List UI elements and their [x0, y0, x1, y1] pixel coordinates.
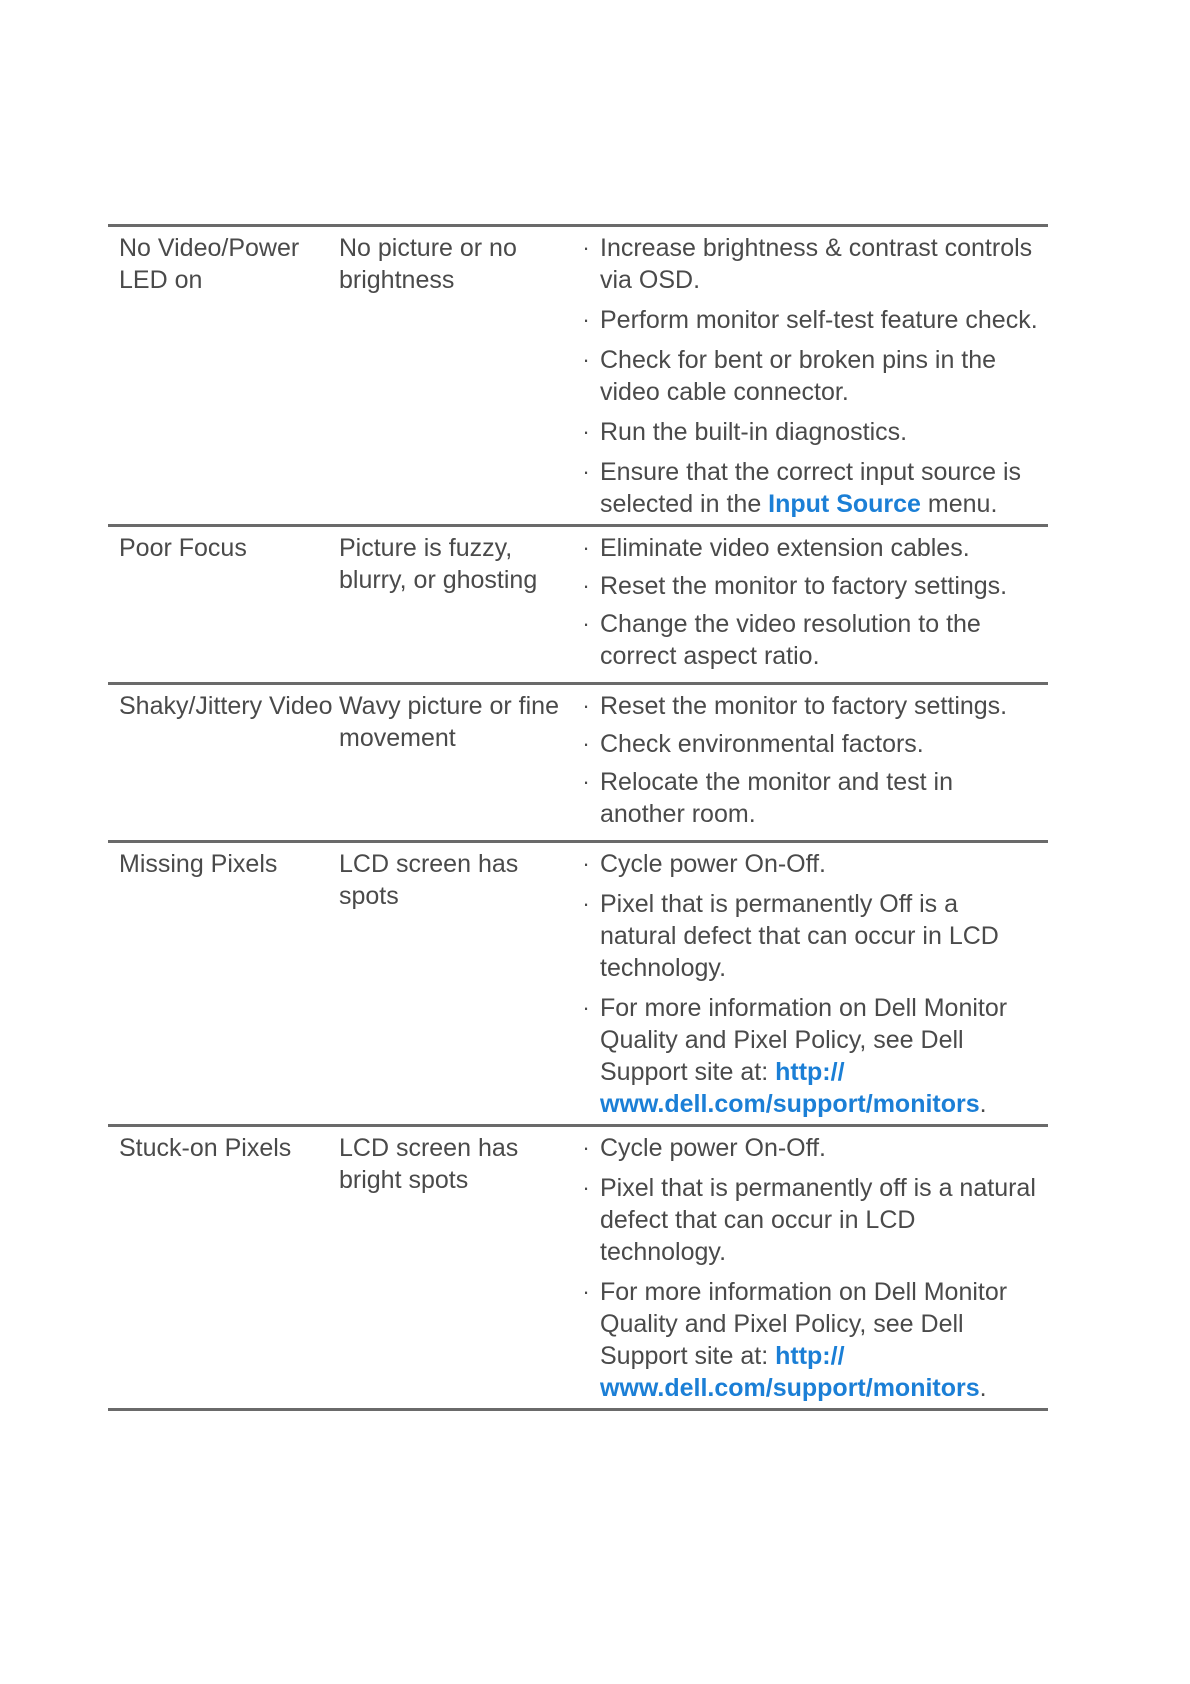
bullet-icon: ·	[582, 995, 590, 1020]
bullet-icon: ·	[582, 731, 590, 756]
bullet-icon: ·	[582, 307, 590, 332]
bullet-icon: ·	[582, 1175, 590, 1200]
symptom-cell: Wavy picture or fine movement	[339, 692, 559, 752]
problem-cell: Poor Focus	[119, 534, 247, 562]
solutions-cell	[567, 227, 1048, 524]
bullet-icon: ·	[582, 891, 590, 916]
solution-text-post: .	[979, 1090, 987, 1118]
bullet-icon: ·	[582, 419, 590, 444]
solution-text: Relocate the monitor and test in another room.	[600, 768, 953, 828]
symptom-cell: Picture is fuzzy, blurry, or ghosting	[339, 534, 538, 594]
bullet-icon: ·	[582, 1135, 590, 1160]
solution-text-pre: For more information on Dell Monitor Quality and Pixel Policy, see Dell Support site at:	[600, 994, 1008, 1086]
symptom-cell: No picture or no brightness	[339, 234, 517, 294]
table-row	[108, 224, 1048, 524]
troubleshooting-table	[108, 224, 1048, 1411]
bullet-icon: ·	[582, 693, 590, 718]
solution-text: Eliminate video extension cables.	[600, 534, 970, 562]
problem-cell: Shaky/Jittery Video	[119, 692, 333, 720]
problem-cell: No Video/Power LED on	[119, 234, 300, 294]
solution-item	[567, 690, 1040, 722]
bullet-icon: ·	[582, 1279, 590, 1304]
solution-text: Cycle power On-Off.	[600, 1134, 827, 1162]
bullet-icon: ·	[582, 535, 590, 560]
solution-item	[567, 992, 1040, 1120]
solution-item	[567, 304, 1040, 336]
solution-item	[567, 766, 1040, 830]
solution-item	[567, 416, 1040, 448]
table-row	[108, 840, 1048, 1124]
solution-text: Increase brightness & contrast controls via OSD.	[600, 234, 1033, 294]
solution-item	[567, 570, 1040, 602]
solution-item	[567, 532, 1040, 564]
solution-text	[600, 456, 1040, 520]
solution-text: Check for bent or broken pins in the video cable connector.	[600, 346, 997, 406]
solution-item	[567, 848, 1040, 880]
solution-text: Perform monitor self-test feature check.	[600, 306, 1038, 334]
solution-item	[567, 608, 1040, 672]
solution-text: Change the video resolution to the correct aspect ratio.	[600, 610, 981, 670]
solution-text: Reset the monitor to factory settings.	[600, 572, 1008, 600]
problem-cell: Stuck-on Pixels	[119, 1134, 292, 1162]
solutions-cell	[567, 1127, 1048, 1408]
bullet-icon: ·	[582, 347, 590, 372]
solution-text: Pixel that is permanently off is a natural defect that can occur in LCD technology.	[600, 1174, 1036, 1266]
solution-item	[567, 1276, 1040, 1404]
problem-cell: Missing Pixels	[119, 850, 278, 878]
symptom-cell: LCD screen has spots	[339, 850, 519, 910]
solution-text: Reset the monitor to factory settings.	[600, 692, 1008, 720]
bullet-icon: ·	[582, 459, 590, 484]
bullet-icon: ·	[582, 851, 590, 876]
dell-support-link[interactable]: http:// www.dell.com/support/monitors	[600, 1342, 980, 1402]
solution-item	[567, 232, 1040, 296]
solution-text: Pixel that is permanently Off is a natural defect that can occur in LCD technology.	[600, 890, 999, 982]
solution-text-post: menu.	[920, 490, 998, 518]
bullet-icon: ·	[582, 235, 590, 260]
bullet-icon: ·	[582, 611, 590, 636]
solution-item	[567, 1172, 1040, 1268]
solution-item	[567, 888, 1040, 984]
table-row	[108, 682, 1048, 840]
solution-text: Cycle power On-Off.	[600, 850, 827, 878]
solution-text: Run the built-in diagnostics.	[600, 418, 908, 446]
solution-item	[567, 456, 1040, 520]
solutions-cell	[567, 527, 1048, 682]
input-source-menu-ref: Input Source	[768, 490, 921, 518]
solution-item	[567, 728, 1040, 760]
solution-item	[567, 1132, 1040, 1164]
solution-text-pre: For more information on Dell Monitor Quality and Pixel Policy, see Dell Support site at:	[600, 1278, 1008, 1370]
table-row	[108, 524, 1048, 682]
solution-text	[600, 992, 1040, 1120]
solution-text-post: .	[979, 1374, 987, 1402]
solution-text	[600, 1276, 1040, 1404]
solution-item	[567, 344, 1040, 408]
bullet-icon: ·	[582, 769, 590, 794]
bullet-icon: ·	[582, 573, 590, 598]
solution-text: Check environmental factors.	[600, 730, 924, 758]
solutions-cell	[567, 685, 1048, 840]
table-row	[108, 1124, 1048, 1411]
symptom-cell: LCD screen has bright spots	[339, 1134, 519, 1194]
solutions-cell	[567, 843, 1048, 1124]
solution-text-pre: Ensure that the correct input source is selected in the	[600, 458, 1022, 518]
dell-support-link[interactable]: http:// www.dell.com/support/monitors	[600, 1058, 980, 1118]
